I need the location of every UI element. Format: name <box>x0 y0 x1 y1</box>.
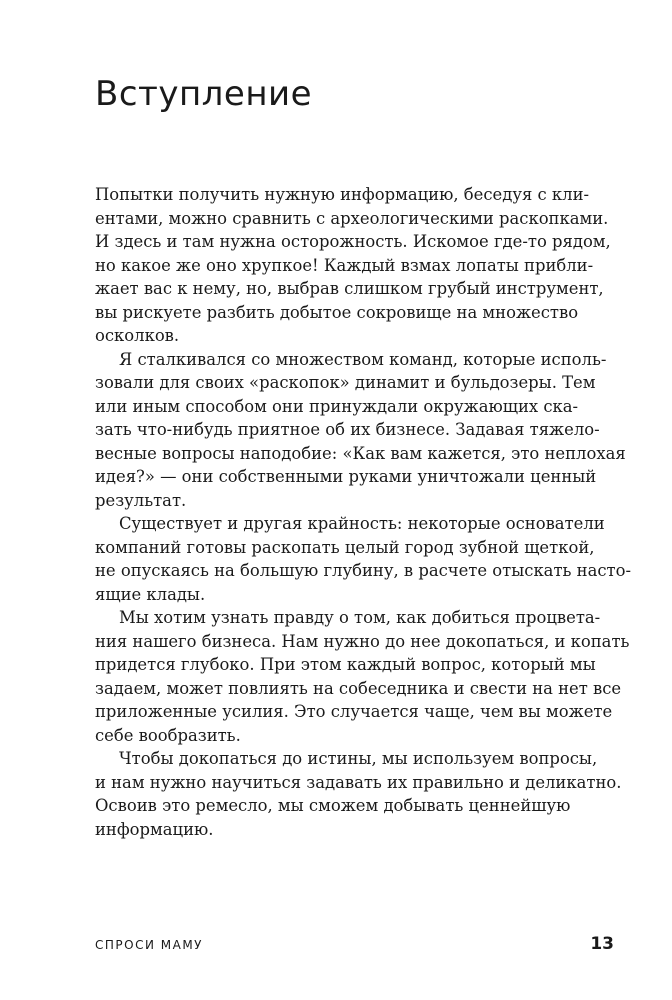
paragraph-4-line: приложенные усилия. Это случается чаще, чем вы можете <box>95 702 613 721</box>
paragraph-5-line: и нам нужно научиться задавать их правильно и деликатно. <box>95 772 622 792</box>
running-title: СПРОСИ МАМУ <box>95 938 203 952</box>
paragraph-3-line: Существует и другая крайность: некоторые основатели <box>119 514 605 533</box>
paragraph-4-line: Мы хотим узнать правду о том, как добиться процвета- <box>119 608 601 627</box>
paragraph-1-line: ентами, можно сравнить с археологическими раскопками. <box>95 208 609 228</box>
paragraph-1-line: но какое же оно хрупкое! Каждый взмах лопаты прибли- <box>95 255 594 275</box>
paragraph-1-line: Попытки получить нужную информацию, беседуя с кли- <box>95 185 590 204</box>
paragraph-3-line: не опускаясь на большую глубину, в расчете отыскать насто- <box>95 561 632 580</box>
page-number: 13 <box>590 934 614 954</box>
paragraph-1-line: И здесь и там нужна осторожность. Искомое где-то рядом, <box>95 232 611 251</box>
paragraph-5-line: Чтобы докопаться до истины, мы используем вопросы, <box>119 749 598 768</box>
paragraph-2-line: идея?» — они собственными руками уничтожали ценный <box>95 467 597 486</box>
paragraph-1-line: жает вас к нему, но, выбрав слишком грубый инструмент, <box>95 279 604 298</box>
paragraph-1-line: вы рискуете разбить добытое сокровище на множество <box>95 302 579 322</box>
paragraph-5-line: Освоив это ремесло, мы сможем добывать ценнейшую <box>95 796 571 815</box>
paragraph-3-line: ящие клады. <box>95 584 206 604</box>
paragraph-2-line: результат. <box>95 490 187 510</box>
paragraph-1-line: осколков. <box>95 326 180 345</box>
paragraph-2-line: весные вопросы наподобие: «Как вам кажется, это неплохая <box>95 443 626 463</box>
paragraph-2-line: зовали для своих «раскопок» динамит и бульдозеры. Тем <box>95 373 596 392</box>
body-text <box>95 183 632 841</box>
paragraph-4-line: себе вообразить. <box>95 725 241 745</box>
chapter-title: Вступление <box>95 74 313 114</box>
paragraph-4-line: задаем, может повлиять на собеседника и свести на нет все <box>95 678 622 698</box>
paragraph-3-line: компаний готовы раскопать целый город зубной щеткой, <box>95 537 595 557</box>
paragraph-2-line: или иным способом они принуждали окружающих ска- <box>95 396 579 416</box>
paragraph-2-line: Я сталкивался со множеством команд, которые исполь- <box>119 349 607 369</box>
paragraph-4-line: ния нашего бизнеса. Нам нужно до нее докопаться, и копать <box>95 631 630 651</box>
paragraph-5-line: информацию. <box>95 819 214 839</box>
paragraph-4-line: придется глубоко. При этом каждый вопрос, который мы <box>95 655 596 674</box>
paragraph-2-line: зать что-нибудь приятное об их бизнесе. Задавая тяжело- <box>95 420 600 439</box>
